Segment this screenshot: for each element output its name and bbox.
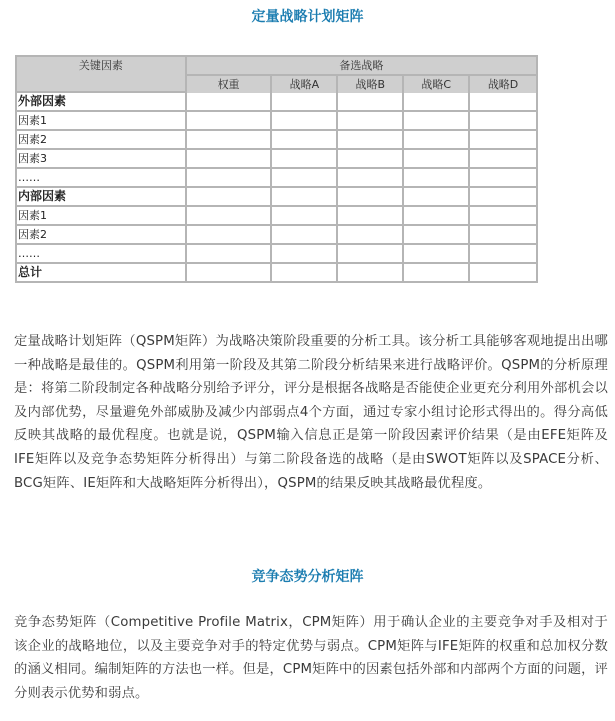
empty-cell xyxy=(187,131,273,150)
empty-cell xyxy=(272,112,338,131)
empty-cell xyxy=(187,207,273,226)
empty-cell xyxy=(187,226,273,245)
empty-cell xyxy=(470,188,536,207)
empty-cell xyxy=(404,93,470,112)
empty-cell xyxy=(187,245,273,264)
empty-cell xyxy=(187,150,273,169)
empty-cell xyxy=(272,169,338,188)
cpm-description-paragraph: 竞争态势矩阵（Competitive Profile Matrix，CPM矩阵）用于确认企业的主要竞争对手及相对于该企业的战略地位，以及主要竞争对手的特定优势与弱点。CPM矩阵与IFE矩阵的权重和总加权分数的涵义相同。编制矩阵的方法也一样。但是，CPM矩阵中的因素包括外部和内部两个方面的问题，评分则表示优势和弱点。 xyxy=(14,615,608,701)
empty-cell xyxy=(404,207,470,226)
empty-cell xyxy=(470,207,536,226)
empty-cell xyxy=(272,188,338,207)
empty-cell xyxy=(338,245,404,264)
empty-cell xyxy=(470,93,536,112)
empty-cell xyxy=(404,245,470,264)
row-label: 因素1 xyxy=(17,207,187,226)
qspm-section-title: 定量战略计划矩阵 xyxy=(251,9,364,25)
table-row xyxy=(17,226,536,245)
header-strategy-c: 战略C xyxy=(404,76,470,93)
row-label: 因素2 xyxy=(17,226,187,245)
empty-cell xyxy=(272,264,338,281)
table-header-row xyxy=(17,57,536,76)
empty-cell xyxy=(470,226,536,245)
empty-cell xyxy=(187,169,273,188)
empty-cell xyxy=(338,131,404,150)
empty-cell xyxy=(338,264,404,281)
table-row xyxy=(17,150,536,169)
empty-cell xyxy=(404,264,470,281)
empty-cell xyxy=(470,264,536,281)
empty-cell xyxy=(404,226,470,245)
row-label: 外部因素 xyxy=(17,93,187,112)
empty-cell xyxy=(187,188,273,207)
empty-cell xyxy=(338,112,404,131)
empty-cell xyxy=(404,112,470,131)
empty-cell xyxy=(272,226,338,245)
empty-cell xyxy=(470,150,536,169)
empty-cell xyxy=(338,150,404,169)
empty-cell xyxy=(470,131,536,150)
empty-cell xyxy=(338,226,404,245)
empty-cell xyxy=(404,169,470,188)
qspm-description-paragraph: 定量战略计划矩阵（QSPM矩阵）为战略决策阶段重要的分析工具。该分析工具能够客观地提出出哪一种战略是最佳的。QSPM利用第一阶段及其第二阶段分析结果来进行战略评价。QSPM的分析原理是：将第二阶段制定各种战略分别给予评分，评分是根据各战略是否能使企业更充分利用外部机会以及内部优势，尽量避免外部威胁及减少内部弱点4个方面，通过专家小组讨论形式得出的。得分高低反映其战略的最优程度。也就是说，QSPM输入信息正是第一阶段因素评价结果（是由EFE矩阵及IFE矩阵以及竞争态势矩阵分析得出）与第二阶段备选的战略（是由SWOT矩阵以及SPACE分析、BCG矩阵、IE矩阵和大战略矩阵分析得出），QSPM的结果反映其战略最优程度。 xyxy=(14,334,608,491)
row-label: 因素1 xyxy=(17,112,187,131)
empty-cell xyxy=(470,169,536,188)
empty-cell xyxy=(338,169,404,188)
row-label: …… xyxy=(17,169,187,188)
row-label: 内部因素 xyxy=(17,188,187,207)
table-row xyxy=(17,112,536,131)
table-row xyxy=(17,188,536,207)
row-label: …… xyxy=(17,245,187,264)
empty-cell xyxy=(272,150,338,169)
empty-cell xyxy=(338,207,404,226)
empty-cell xyxy=(338,188,404,207)
empty-cell xyxy=(187,93,273,112)
empty-cell xyxy=(470,112,536,131)
header-key-factors: 关键因素 xyxy=(17,57,187,93)
table-row xyxy=(17,169,536,188)
row-label: 因素3 xyxy=(17,150,187,169)
empty-cell xyxy=(187,264,273,281)
empty-cell xyxy=(272,245,338,264)
header-weight: 权重 xyxy=(187,76,273,93)
row-label: 总计 xyxy=(17,264,187,281)
empty-cell xyxy=(404,131,470,150)
table-row xyxy=(17,93,536,112)
empty-cell xyxy=(338,93,404,112)
header-strategy-a: 战略A xyxy=(272,76,338,93)
row-label: 因素2 xyxy=(17,131,187,150)
table-row xyxy=(17,245,536,264)
qspm-matrix-table xyxy=(15,55,538,283)
empty-cell xyxy=(470,245,536,264)
empty-cell xyxy=(272,131,338,150)
empty-cell xyxy=(404,188,470,207)
empty-cell xyxy=(272,207,338,226)
empty-cell xyxy=(272,93,338,112)
header-strategy-b: 战略B xyxy=(338,76,404,93)
empty-cell xyxy=(404,150,470,169)
table-row xyxy=(17,131,536,150)
table-row xyxy=(17,264,536,281)
table-row xyxy=(17,207,536,226)
header-strategy-d: 战略D xyxy=(470,76,536,93)
empty-cell xyxy=(187,112,273,131)
cpm-section-title: 竞争态势分析矩阵 xyxy=(251,569,364,585)
header-alternative-strategies: 备选战略 xyxy=(187,57,536,76)
